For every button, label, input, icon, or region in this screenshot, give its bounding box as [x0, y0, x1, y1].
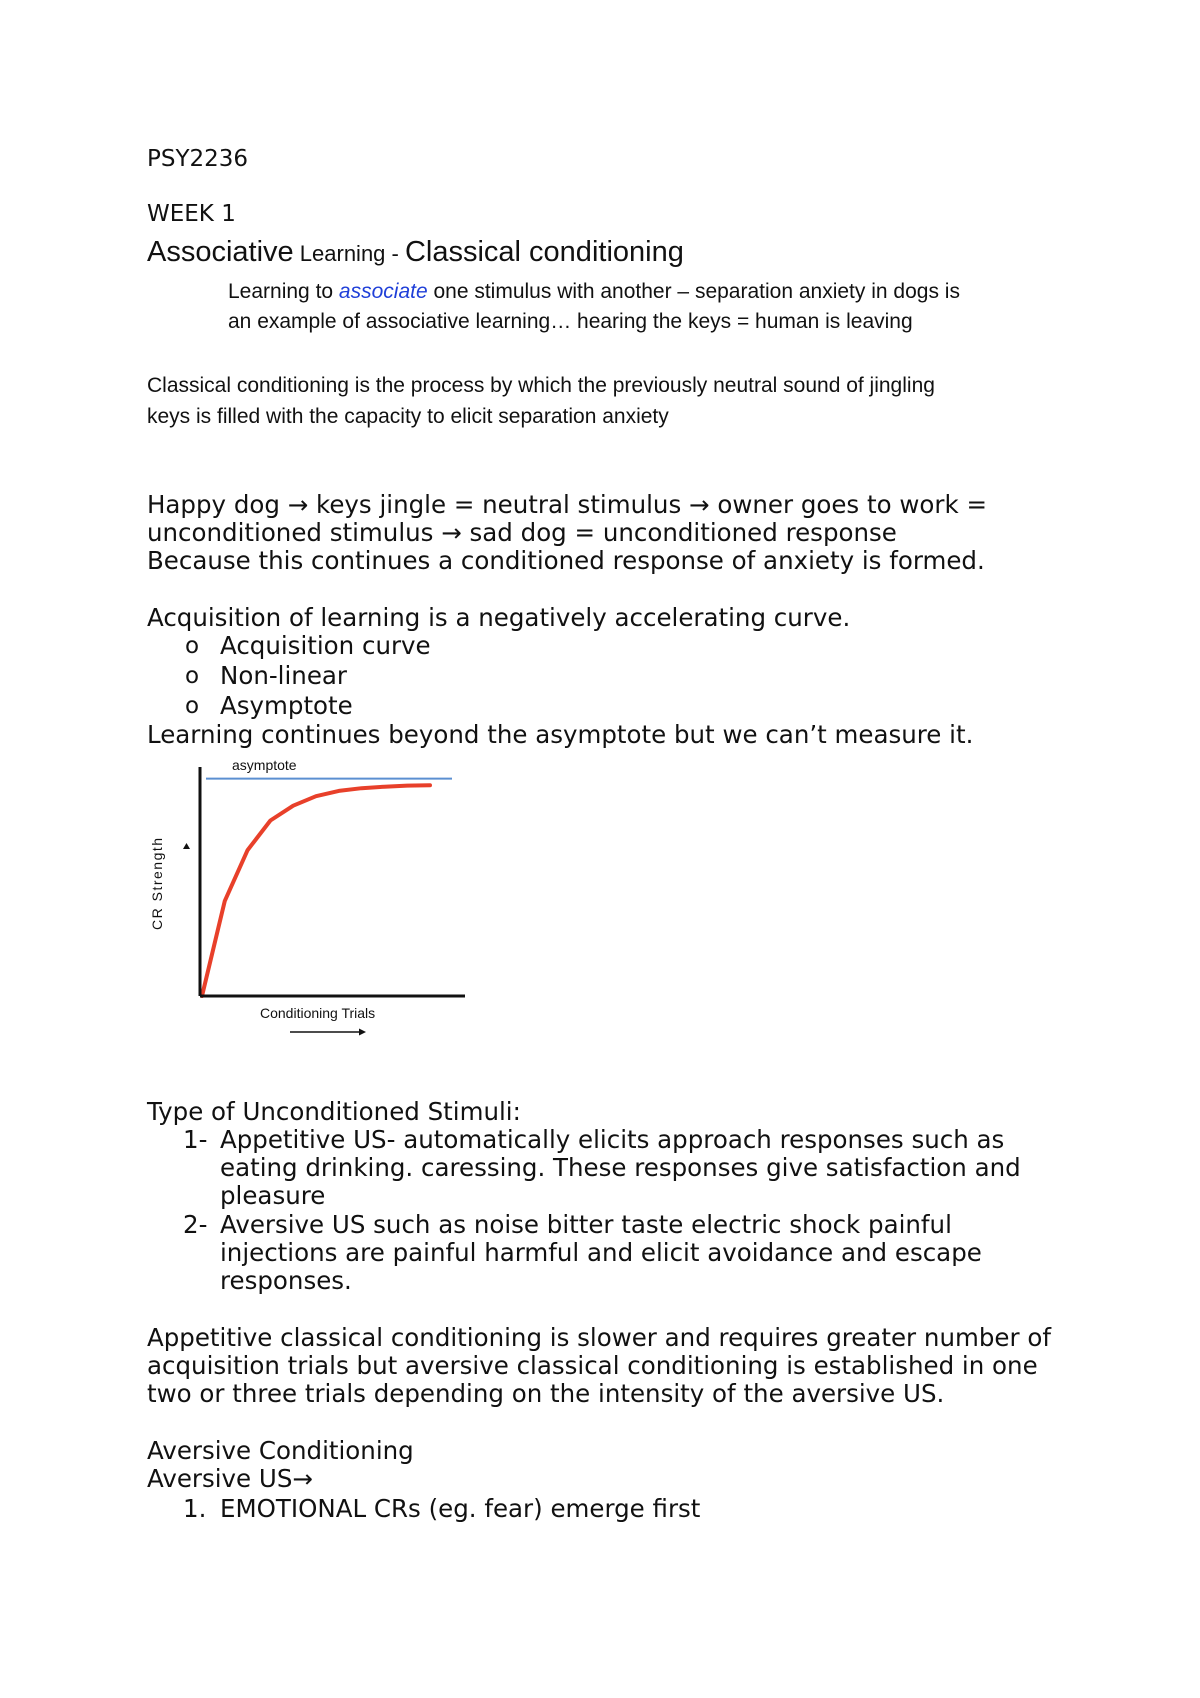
bullet-marker: o [185, 693, 200, 719]
bullet-non-linear: Non-linear [220, 661, 347, 690]
intro-post: one stimulus with another – separation anxiety in dogs is [427, 280, 960, 303]
intro-line-2: an example of associative learning… hearing the keys = human is leaving [228, 310, 913, 333]
aversive-title: Aversive Conditioning [147, 1436, 414, 1465]
us-item-1-line-1: Appetitive US- automatically elicits approach responses such as [220, 1125, 1005, 1154]
bullet-asymptote: Asymptote [220, 691, 353, 720]
heading-part-2: Learning - [293, 241, 405, 266]
sequence-line-1: Happy dog → keys jingle = neutral stimulus → owner goes to work = [147, 490, 987, 519]
us-item-2-number: 2- [183, 1210, 208, 1239]
heading-part-1: Associative [147, 236, 294, 268]
associate-word: associate [338, 280, 428, 303]
sequence-line-2: unconditioned stimulus → sad dog = unconditioned response [147, 518, 897, 547]
aversive-item-1-number: 1. [183, 1494, 207, 1523]
us-types-title: Type of Unconditioned Stimuli: [147, 1097, 521, 1126]
asymptote-label: asymptote [232, 757, 297, 773]
sequence-line-3: Because this continues a conditioned response of anxiety is formed. [147, 546, 985, 575]
us-item-2-line-1: Aversive US such as noise bitter taste electric shock painful [220, 1210, 952, 1239]
y-axis-label: CR Strength [149, 836, 165, 930]
heading-part-3: Classical conditioning [404, 236, 684, 268]
week-label: WEEK 1 [147, 201, 236, 227]
comparison-line-1: Appetitive classical conditioning is slower and requires greater number of [147, 1323, 1051, 1352]
us-item-2-line-3: responses. [220, 1266, 352, 1295]
aversive-item-1-text: EMOTIONAL CRs (eg. fear) emerge first [220, 1494, 701, 1523]
intro-pre: Learning to [228, 280, 339, 303]
us-item-1-number: 1- [183, 1125, 208, 1154]
cc-definition-line-2: keys is filled with the capacity to elicit separation anxiety [147, 405, 669, 428]
us-item-2-line-2: injections are painful harmful and elicit avoidance and escape [220, 1238, 982, 1267]
x-axis-label: Conditioning Trials [260, 1005, 376, 1021]
comparison-line-2: acquisition trials but aversive classical conditioning is established in one [147, 1351, 1038, 1380]
asymptote-note: Learning continues beyond the asymptote but we can’t measure it. [147, 720, 974, 749]
intro-line-1 [228, 280, 960, 304]
course-code: PSY2236 [147, 146, 249, 172]
y-arrow-icon [183, 843, 190, 849]
acquisition-intro: Acquisition of learning is a negatively accelerating curve. [147, 603, 851, 632]
aversive-subtitle: Aversive US→ [147, 1464, 313, 1493]
section-heading [147, 236, 684, 269]
curve-series [202, 785, 430, 996]
us-item-1-line-2: eating drinking. caressing. These responses give satisfaction and [220, 1153, 1021, 1182]
bullet-marker: o [185, 633, 200, 659]
us-item-1-line-3: pleasure [220, 1181, 326, 1210]
bullet-acquisition-curve: Acquisition curve [220, 631, 431, 660]
acquisition-curve-chart [140, 752, 480, 1047]
comparison-line-3: two or three trials depending on the intensity of the aversive US. [147, 1379, 945, 1408]
cc-definition-line-1: Classical conditioning is the process by which the previously neutral sound of jingling [147, 374, 935, 397]
x-arrow-icon [359, 1029, 366, 1036]
bullet-marker: o [185, 663, 200, 689]
